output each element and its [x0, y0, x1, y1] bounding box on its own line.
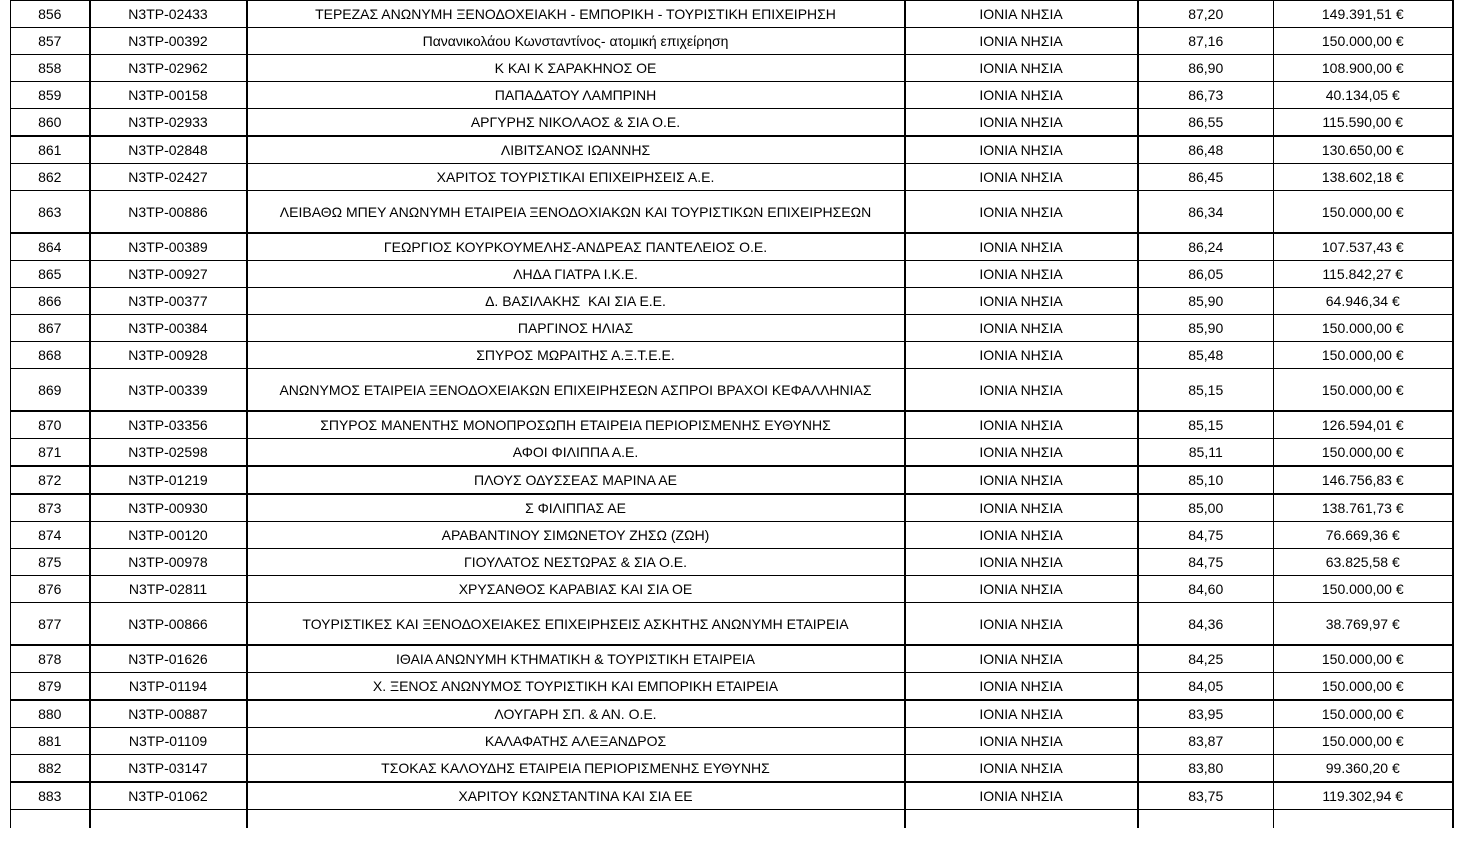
table-row [11, 191, 1453, 234]
amount: 99.360,20 € [1274, 755, 1453, 783]
score: 84,75 [1138, 549, 1274, 576]
score: 84,25 [1138, 645, 1274, 673]
row-number: 875 [11, 549, 90, 576]
score: 86,55 [1138, 109, 1274, 137]
company-name: Κ ΚΑΙ Κ ΣΑΡΑΚΗΝΟΣ ΟΕ [247, 55, 905, 82]
company-name: ΧΡΥΣΑΝΘΟΣ ΚΑΡΑΒΙΑΣ ΚΑΙ ΣΙΑ ΟΕ [247, 576, 905, 603]
row-number: 869 [11, 369, 90, 412]
application-code: N3TP-01626 [90, 645, 247, 673]
company-name: ΤΕΡΕΖΑΣ ΑΝΩΝΥΜΗ ΞΕΝΟΔΟΧΕΙΑΚΗ - ΕΜΠΟΡΙΚΗ - ΤΟΥΡΙΣΤΙΚΗ ΕΠΙΧΕΙΡΗΣΗ [247, 1, 905, 28]
row-number: 868 [11, 342, 90, 369]
row-number: 871 [11, 439, 90, 467]
row-number: 883 [11, 782, 90, 810]
score: 85,15 [1138, 369, 1274, 412]
company-name: ΓΕΩΡΓΙΟΣ ΚΟΥΡΚΟΥΜΕΛΗΣ-ΑΝΔΡΕΑΣ ΠΑΝΤΕΛΕΙΟΣ Ο.Ε. [247, 233, 905, 261]
amount: 108.900,00 € [1274, 55, 1453, 82]
score: 85,90 [1138, 288, 1274, 315]
application-code: N3TP-02598 [90, 439, 247, 467]
table-row [11, 439, 1453, 467]
table-row [11, 411, 1453, 439]
region: ΙΟΝΙΑ ΝΗΣΙΑ [905, 603, 1138, 646]
table-row [11, 261, 1453, 288]
score-cell [1138, 810, 1274, 829]
application-code: N3TP-00158 [90, 82, 247, 109]
region: ΙΟΝΙΑ ΝΗΣΙΑ [905, 576, 1138, 603]
company-name: ΛΟΥΓΑΡΗ ΣΠ. & ΑΝ. Ο.Ε. [247, 700, 905, 728]
amount: 149.391,51 € [1274, 1, 1453, 28]
application-code: N3TP-01194 [90, 673, 247, 701]
amount: 115.842,27 € [1274, 261, 1453, 288]
amount: 38.769,97 € [1274, 603, 1453, 646]
score: 85,10 [1138, 466, 1274, 494]
amount: 107.537,43 € [1274, 233, 1453, 261]
company-name: ΑΦΟΙ ΦΙΛΙΠΠΑ Α.Ε. [247, 439, 905, 467]
application-code: N3TP-00339 [90, 369, 247, 412]
table-row [11, 466, 1453, 494]
score: 85,15 [1138, 411, 1274, 439]
score: 83,87 [1138, 728, 1274, 755]
region: ΙΟΝΙΑ ΝΗΣΙΑ [905, 109, 1138, 137]
score: 87,16 [1138, 28, 1274, 55]
region: ΙΟΝΙΑ ΝΗΣΙΑ [905, 549, 1138, 576]
score: 86,34 [1138, 191, 1274, 234]
row-number: 866 [11, 288, 90, 315]
score: 85,11 [1138, 439, 1274, 467]
company-name: ΓΙΟΥΛΑΤΟΣ ΝΕΣΤΩΡΑΣ & ΣΙΑ Ο.Ε. [247, 549, 905, 576]
table-row [11, 369, 1453, 412]
amount: 150.000,00 € [1274, 576, 1453, 603]
table-row [11, 288, 1453, 315]
table-row [11, 315, 1453, 342]
score: 83,95 [1138, 700, 1274, 728]
region: ΙΟΝΙΑ ΝΗΣΙΑ [905, 261, 1138, 288]
table-row [11, 28, 1453, 55]
table-row [11, 109, 1453, 137]
region: ΙΟΝΙΑ ΝΗΣΙΑ [905, 28, 1138, 55]
application-code: N3TP-03147 [90, 755, 247, 783]
row-number: 870 [11, 411, 90, 439]
table-row [11, 603, 1453, 646]
table-row [11, 576, 1453, 603]
table-row [11, 700, 1453, 728]
row-number: 880 [11, 700, 90, 728]
score: 86,24 [1138, 233, 1274, 261]
table-row [11, 673, 1453, 701]
score: 83,75 [1138, 782, 1274, 810]
table-row [11, 549, 1453, 576]
table-row [11, 164, 1453, 191]
amount: 150.000,00 € [1274, 673, 1453, 701]
company-name: ΣΠΥΡΟΣ ΜΩΡΑΙΤΗΣ Α.Ξ.Τ.Ε.Ε. [247, 342, 905, 369]
company-name: ΙΘΑΙΑ ΑΝΩΝΥΜΗ ΚΤΗΜΑΤΙΚΗ & ΤΟΥΡΙΣΤΙΚΗ ΕΤΑΙΡΕΙΑ [247, 645, 905, 673]
company-name: ΣΠΥΡΟΣ ΜΑΝΕΝΤΗΣ ΜΟΝΟΠΡΟΣΩΠΗ ΕΤΑΙΡΕΙΑ ΠΕΡΙΟΡΙΣΜΕΝΗΣ ΕΥΘΥΝΗΣ [247, 411, 905, 439]
region: ΙΟΝΙΑ ΝΗΣΙΑ [905, 55, 1138, 82]
amount: 150.000,00 € [1274, 369, 1453, 412]
amount: 40.134,05 € [1274, 82, 1453, 109]
row-number: 859 [11, 82, 90, 109]
amount: 146.756,83 € [1274, 466, 1453, 494]
company-name: ΑΡΓΥΡΗΣ ΝΙΚΟΛΑΟΣ & ΣΙΑ Ο.Ε. [247, 109, 905, 137]
score: 86,05 [1138, 261, 1274, 288]
row-number-cell [11, 810, 90, 829]
table-body [11, 1, 1453, 829]
application-code: N3TP-02811 [90, 576, 247, 603]
table-row [11, 1, 1453, 28]
application-code: N3TP-01062 [90, 782, 247, 810]
table-row [11, 522, 1453, 549]
applicants-table [10, 0, 1454, 828]
company-name: ΤΟΥΡΙΣΤΙΚΕΣ ΚΑΙ ΞΕΝΟΔΟΧΕΙΑΚΕΣ ΕΠΙΧΕΙΡΗΣΕΙΣ ΑΣΚΗΤΗΣ ΑΝΩΝΥΜΗ ΕΤΑΙΡΕΙΑ [247, 603, 905, 646]
company-name: ΛΗΔΑ ΓΙΑΤΡΑ Ι.Κ.Ε. [247, 261, 905, 288]
region: ΙΟΝΙΑ ΝΗΣΙΑ [905, 645, 1138, 673]
region-cell [905, 810, 1138, 829]
region: ΙΟΝΙΑ ΝΗΣΙΑ [905, 522, 1138, 549]
amount: 130.650,00 € [1274, 136, 1453, 164]
company-name-cell [247, 810, 905, 829]
application-code: N3TP-00930 [90, 494, 247, 522]
amount: 115.590,00 € [1274, 109, 1453, 137]
amount: 150.000,00 € [1274, 645, 1453, 673]
score: 87,20 [1138, 1, 1274, 28]
amount: 150.000,00 € [1274, 315, 1453, 342]
score: 85,48 [1138, 342, 1274, 369]
table-row [11, 342, 1453, 369]
region: ΙΟΝΙΑ ΝΗΣΙΑ [905, 728, 1138, 755]
score: 83,80 [1138, 755, 1274, 783]
row-number: 881 [11, 728, 90, 755]
application-code: N3TP-02433 [90, 1, 247, 28]
score: 86,45 [1138, 164, 1274, 191]
region: ΙΟΝΙΑ ΝΗΣΙΑ [905, 369, 1138, 412]
table-row [11, 55, 1453, 82]
table-row [11, 728, 1453, 755]
row-number: 857 [11, 28, 90, 55]
application-code: N3TP-01109 [90, 728, 247, 755]
region: ΙΟΝΙΑ ΝΗΣΙΑ [905, 315, 1138, 342]
region: ΙΟΝΙΑ ΝΗΣΙΑ [905, 288, 1138, 315]
row-number: 872 [11, 466, 90, 494]
score: 86,73 [1138, 82, 1274, 109]
company-name: ΧΑΡΙΤΟΥ ΚΩΝΣΤΑΝΤΙΝΑ ΚΑΙ ΣΙΑ ΕΕ [247, 782, 905, 810]
row-number: 867 [11, 315, 90, 342]
company-name: ΧΑΡΙΤΟΣ ΤΟΥΡΙΣΤΙΚΑΙ ΕΠΙΧΕΙΡΗΣΕΙΣ Α.Ε. [247, 164, 905, 191]
company-name: Δ. ΒΑΣΙΛΑΚΗΣ ΚΑΙ ΣΙΑ Ε.Ε. [247, 288, 905, 315]
score: 84,60 [1138, 576, 1274, 603]
region: ΙΟΝΙΑ ΝΗΣΙΑ [905, 755, 1138, 783]
score: 84,05 [1138, 673, 1274, 701]
company-name: ΠΑΠΑΔΑΤΟΥ ΛΑΜΠΡΙΝΗ [247, 82, 905, 109]
application-code: N3TP-02962 [90, 55, 247, 82]
row-number: 856 [11, 1, 90, 28]
score: 86,90 [1138, 55, 1274, 82]
row-number: 864 [11, 233, 90, 261]
region: ΙΟΝΙΑ ΝΗΣΙΑ [905, 82, 1138, 109]
row-number: 879 [11, 673, 90, 701]
application-code: N3TP-00389 [90, 233, 247, 261]
company-name: ΚΑΛΑΦΑΤΗΣ ΑΛΕΞΑΝΔΡΟΣ [247, 728, 905, 755]
application-code-cell [90, 810, 247, 829]
application-code: N3TP-00978 [90, 549, 247, 576]
region: ΙΟΝΙΑ ΝΗΣΙΑ [905, 233, 1138, 261]
amount: 150.000,00 € [1274, 439, 1453, 467]
row-number: 861 [11, 136, 90, 164]
region: ΙΟΝΙΑ ΝΗΣΙΑ [905, 700, 1138, 728]
table-row [11, 494, 1453, 522]
application-code: N3TP-00866 [90, 603, 247, 646]
region: ΙΟΝΙΑ ΝΗΣΙΑ [905, 164, 1138, 191]
table-row [11, 755, 1453, 783]
company-name: ΠΑΡΓΙΝΟΣ ΗΛΙΑΣ [247, 315, 905, 342]
row-number: 874 [11, 522, 90, 549]
row-number: 878 [11, 645, 90, 673]
region: ΙΟΝΙΑ ΝΗΣΙΑ [905, 136, 1138, 164]
application-code: N3TP-00886 [90, 191, 247, 234]
row-number: 863 [11, 191, 90, 234]
table-row [11, 136, 1453, 164]
region: ΙΟΝΙΑ ΝΗΣΙΑ [905, 439, 1138, 467]
amount: 64.946,34 € [1274, 288, 1453, 315]
application-code: N3TP-02427 [90, 164, 247, 191]
region: ΙΟΝΙΑ ΝΗΣΙΑ [905, 1, 1138, 28]
table-row [11, 645, 1453, 673]
row-number: 882 [11, 755, 90, 783]
score: 84,36 [1138, 603, 1274, 646]
application-code: N3TP-00384 [90, 315, 247, 342]
document-page [10, 0, 1452, 828]
application-code: N3TP-02848 [90, 136, 247, 164]
amount: 150.000,00 € [1274, 191, 1453, 234]
row-number: 858 [11, 55, 90, 82]
application-code: N3TP-00392 [90, 28, 247, 55]
amount: 150.000,00 € [1274, 28, 1453, 55]
region: ΙΟΝΙΑ ΝΗΣΙΑ [905, 191, 1138, 234]
application-code: N3TP-02933 [90, 109, 247, 137]
score: 86,48 [1138, 136, 1274, 164]
company-name: ΤΣΟΚΑΣ ΚΑΛΟΥΔΗΣ ΕΤΑΙΡΕΙΑ ΠΕΡΙΟΡΙΣΜΕΝΗΣ ΕΥΘΥΝΗΣ [247, 755, 905, 783]
company-name: ΠΛΟΥΣ ΟΔΥΣΣΕΑΣ ΜΑΡΙΝΑ ΑΕ [247, 466, 905, 494]
region: ΙΟΝΙΑ ΝΗΣΙΑ [905, 494, 1138, 522]
amount: 119.302,94 € [1274, 782, 1453, 810]
row-number: 877 [11, 603, 90, 646]
application-code: N3TP-00377 [90, 288, 247, 315]
score: 85,00 [1138, 494, 1274, 522]
application-code: N3TP-03356 [90, 411, 247, 439]
application-code: N3TP-00928 [90, 342, 247, 369]
application-code: N3TP-00887 [90, 700, 247, 728]
application-code: N3TP-00927 [90, 261, 247, 288]
amount: 150.000,00 € [1274, 342, 1453, 369]
row-number: 876 [11, 576, 90, 603]
table-row [11, 782, 1453, 810]
application-code: N3TP-00120 [90, 522, 247, 549]
amount: 138.602,18 € [1274, 164, 1453, 191]
amount-cell [1274, 810, 1453, 829]
company-name: ΑΝΩΝΥΜΟΣ ΕΤΑΙΡΕΙΑ ΞΕΝΟΔΟΧΕΙΑΚΩΝ ΕΠΙΧΕΙΡΗΣΕΩΝ ΑΣΠΡΟΙ ΒΡΑΧΟΙ ΚΕΦΑΛΛΗΝΙΑΣ [247, 369, 905, 412]
amount: 150.000,00 € [1274, 728, 1453, 755]
score: 85,90 [1138, 315, 1274, 342]
company-name: ΑΡΑΒΑΝΤΙΝΟΥ ΣΙΜΩΝΕΤΟΥ ΖΗΣΩ (ΖΩΗ) [247, 522, 905, 549]
table-row-partial [11, 810, 1453, 829]
row-number: 865 [11, 261, 90, 288]
company-name: Χ. ΞΕΝΟΣ ΑΝΩΝΥΜΟΣ ΤΟΥΡΙΣΤΙΚΗ ΚΑΙ ΕΜΠΟΡΙΚΗ ΕΤΑΙΡΕΙΑ [247, 673, 905, 701]
amount: 76.669,36 € [1274, 522, 1453, 549]
company-name: Πανανικολάου Κωνσταντίνος- ατομική επιχείρηση [247, 28, 905, 55]
company-name: Σ ΦΙΛΙΠΠΑΣ ΑΕ [247, 494, 905, 522]
amount: 63.825,58 € [1274, 549, 1453, 576]
application-code: N3TP-01219 [90, 466, 247, 494]
row-number: 862 [11, 164, 90, 191]
region: ΙΟΝΙΑ ΝΗΣΙΑ [905, 782, 1138, 810]
amount: 126.594,01 € [1274, 411, 1453, 439]
row-number: 860 [11, 109, 90, 137]
amount: 138.761,73 € [1274, 494, 1453, 522]
table-row [11, 82, 1453, 109]
score: 84,75 [1138, 522, 1274, 549]
company-name: ΛΙΒΙΤΣΑΝΟΣ ΙΩΑΝΝΗΣ [247, 136, 905, 164]
region: ΙΟΝΙΑ ΝΗΣΙΑ [905, 673, 1138, 701]
row-number: 873 [11, 494, 90, 522]
table-row [11, 233, 1453, 261]
company-name: ΛΕΙΒΑΘΩ ΜΠΕΥ ΑΝΩΝΥΜΗ ΕΤΑΙΡΕΙΑ ΞΕΝΟΔΟΧΙΑΚΩΝ ΚΑΙ ΤΟΥΡΙΣΤΙΚΩΝ ΕΠΙΧΕΙΡΗΣΕΩΝ [247, 191, 905, 234]
region: ΙΟΝΙΑ ΝΗΣΙΑ [905, 466, 1138, 494]
amount: 150.000,00 € [1274, 700, 1453, 728]
region: ΙΟΝΙΑ ΝΗΣΙΑ [905, 411, 1138, 439]
region: ΙΟΝΙΑ ΝΗΣΙΑ [905, 342, 1138, 369]
